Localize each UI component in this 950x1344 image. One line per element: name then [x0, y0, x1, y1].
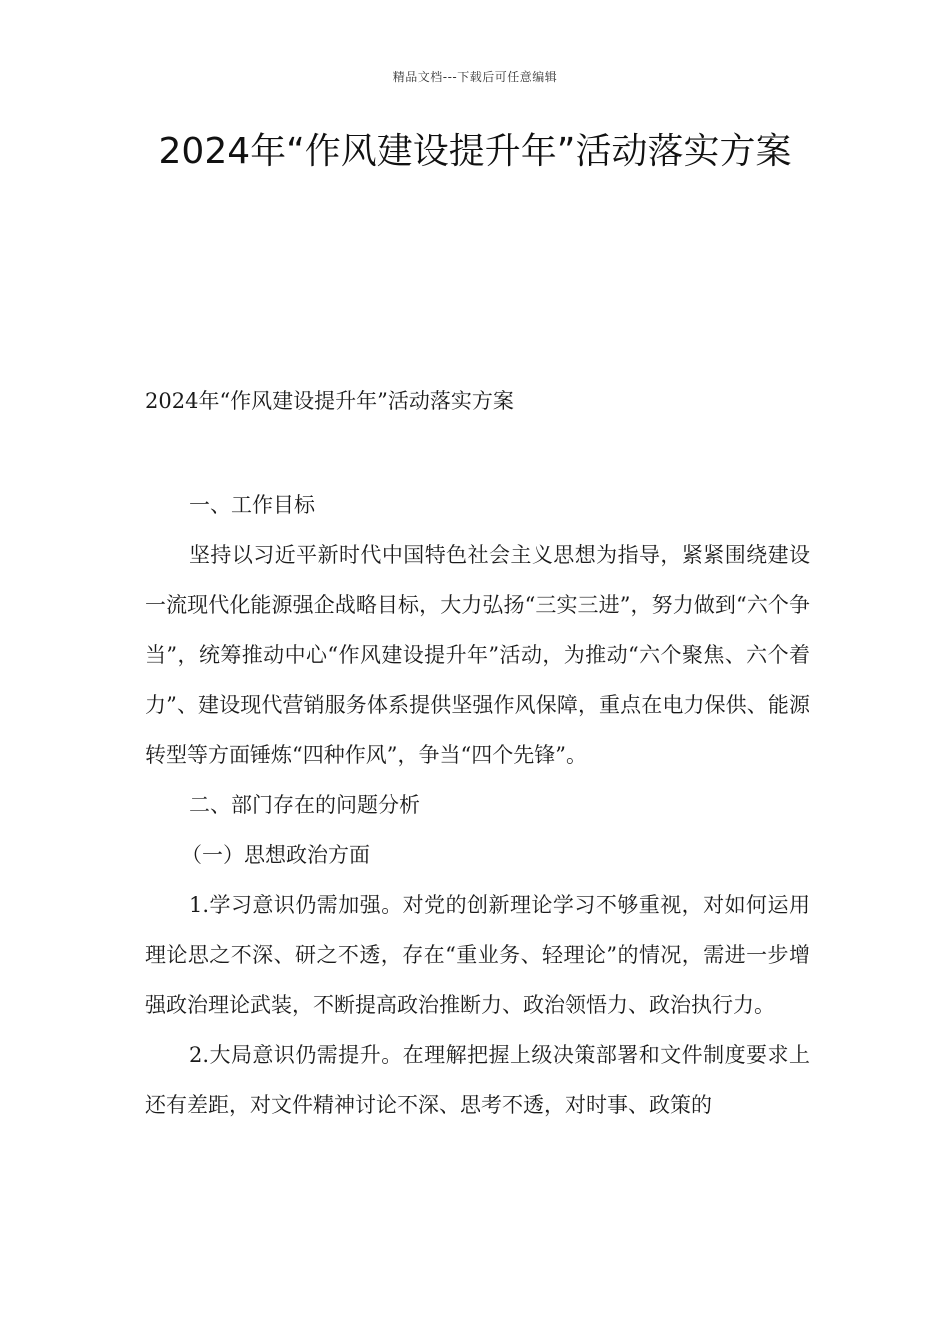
paragraph-goals: 坚持以习近平新时代中国特色社会主义思想为指导，紧紧围绕建设一流现代化能源强企战略目标，大力弘扬“三实三进”，努力做到“六个争当”，统筹推动中心“作风建设提升年”活动，为推动“六个聚焦、六个着力”、建设现代营销服务体系提供坚强作风保障，重点在电力保供、能源转型等方面锤炼“四种作风”，争当“四个先锋”。 — [145, 543, 810, 767]
document-subtitle: 2024年“作风建设提升年”活动落实方案 — [145, 389, 514, 413]
document-body — [145, 480, 810, 1130]
header-note: 精品文档---下载后可任意编辑 — [392, 70, 558, 84]
document-title: 2024年“作风建设提升年”活动落实方案 — [158, 131, 792, 172]
list-item-learning: 1.学习意识仍需加强。对党的创新理论学习不够重视，对如何运用理论思之不深、研之不透，存在“重业务、轻理论”的情况，需进一步增强政治理论武装，不断提高政治推断力、政治领悟力、政治执行力。 — [145, 893, 810, 1017]
section-heading-problems: 二、部门存在的问题分析 — [189, 793, 420, 817]
subsection-heading-ideology: （一）思想政治方面 — [181, 843, 370, 867]
section-heading-goals: 一、工作目标 — [189, 493, 315, 517]
list-item-overall: 2.大局意识仍需提升。在理解把握上级决策部署和文件制度要求上还有差距，对文件精神讨论不深、思考不透，对时事、政策的 — [145, 1043, 810, 1117]
